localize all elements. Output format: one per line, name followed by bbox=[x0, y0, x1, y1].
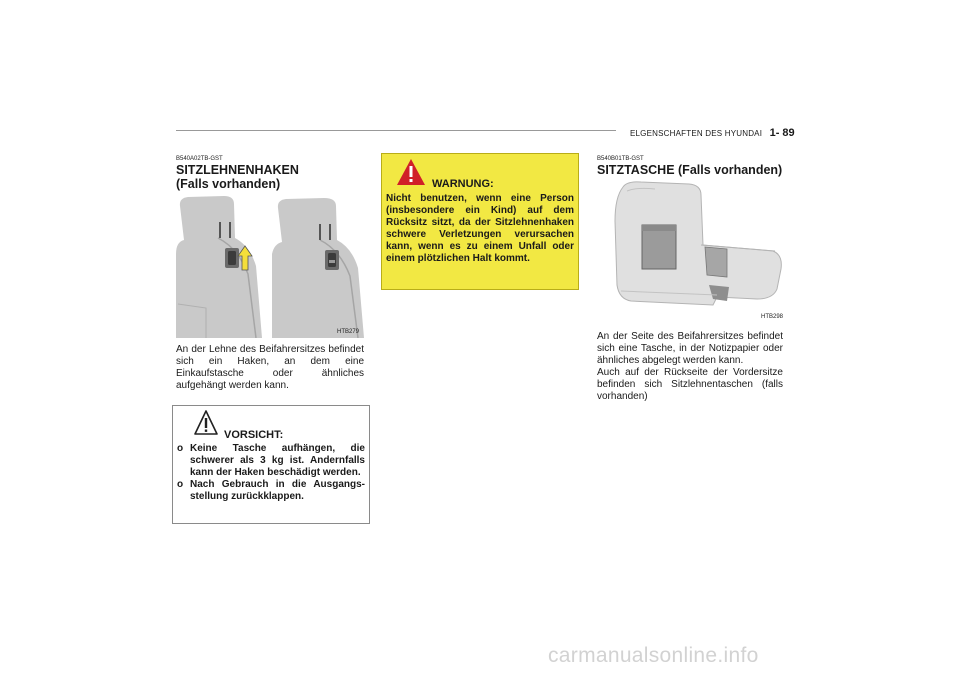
right-body-text bbox=[597, 331, 783, 403]
caution-bullet: o bbox=[177, 479, 184, 490]
caution-item-text: Nach Gebrauch in die Ausgangs-stellung zurückklappen. bbox=[190, 479, 365, 502]
left-body-text: An der Lehne des Beifahrersitzes befindet sich ein Haken, an dem eine Einkaufstasche oder ähnliches aufgehängt werden kann. bbox=[176, 344, 364, 391]
warning-heading: WARNUNG: bbox=[432, 178, 494, 190]
right-body-paragraph-2: Auch auf der Rückseite der Vordersitze befinden sich Sitzlehnentaschen (falls vorhanden) bbox=[597, 367, 783, 402]
warning-box bbox=[381, 153, 579, 290]
right-section-code: B540B01TB-GST bbox=[597, 156, 644, 162]
caution-heading: VORSICHT: bbox=[224, 429, 284, 441]
left-section-title bbox=[176, 163, 299, 191]
seat-hook-illustration bbox=[176, 194, 364, 338]
caution-item-text: Keine Tasche aufhängen, die schwerer als 3 kg ist. Andernfalls kann der Haken beschädigt werden. bbox=[190, 443, 365, 478]
caution-item bbox=[177, 443, 365, 479]
caution-list bbox=[177, 443, 365, 503]
left-section-code: B540A02TB-GST bbox=[176, 156, 223, 162]
right-section-title: SITZTASCHE (Falls vorhanden) bbox=[597, 163, 783, 177]
warning-text: Nicht benutzen, wenn eine Person (insbesondere ein Kind) auf dem Rücksitz sitzt, da der Sitzlehnenhaken schwere Verletzungen verursachen kann, wenn es zu einem Unfall oder einem plötzlichen Halt kommt. bbox=[386, 193, 574, 264]
caution-item bbox=[177, 479, 365, 503]
exclamation-triangle-filled-icon bbox=[396, 158, 426, 186]
watermark-text: carmanualsonline.info bbox=[548, 644, 759, 667]
caution-bullet: o bbox=[177, 443, 184, 454]
left-title-line1: SITZLEHNENHAKEN bbox=[176, 163, 299, 177]
header-section-title: ELGENSCHAFTEN DES HYUNDAI bbox=[630, 129, 763, 138]
right-body-paragraph-1: An der Seite des Beifahrersitzes befindet sich eine Tasche, in der Notizpapier oder ähnliches abgelegt werden kann. bbox=[597, 331, 783, 366]
right-image-label: HTB298 bbox=[761, 314, 784, 320]
seat-pocket-illustration bbox=[597, 181, 783, 312]
header-rule bbox=[176, 130, 616, 131]
caution-box bbox=[172, 405, 370, 524]
page-header bbox=[630, 123, 795, 141]
left-title-line2: (Falls vorhanden) bbox=[176, 177, 281, 191]
exclamation-triangle-icon bbox=[193, 409, 219, 437]
page-number: 1- 89 bbox=[769, 127, 795, 139]
left-image-label: HTB279 bbox=[337, 329, 360, 335]
